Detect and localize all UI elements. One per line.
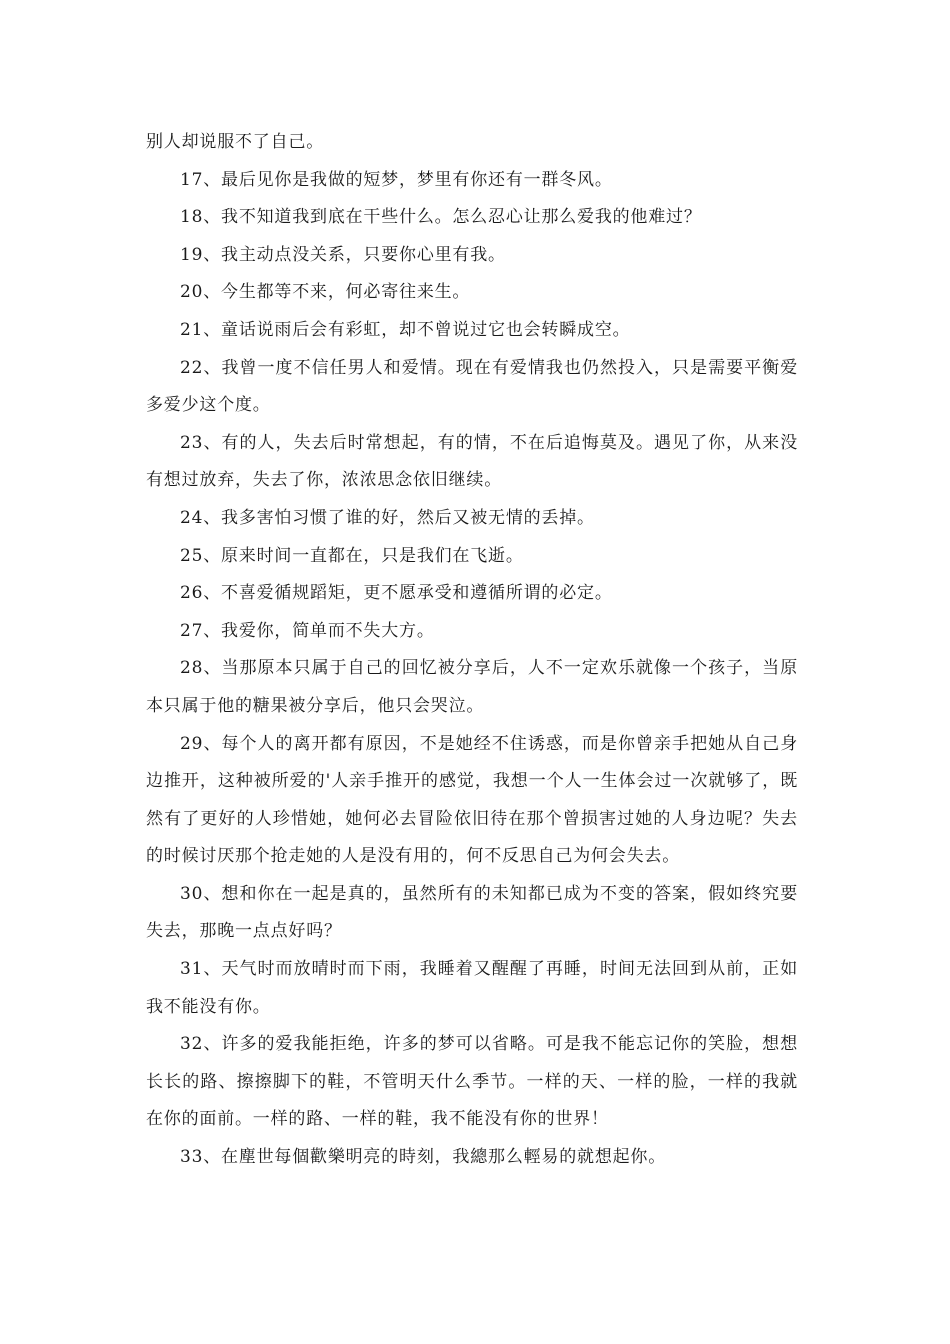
paragraph-32: 32、许多的爱我能拒绝，许多的梦可以省略。可是我不能忘记你的笑脸，想想长长的路、擦擦脚下的鞋，不管明天什么季节。一样的天、一样的脸，一样的我就在你的面前。一样的路、一样的鞋，我不能没有你的世界！	[146, 1034, 798, 1130]
paragraph-17: 17、最后见你是我做的短梦，梦里有你还有一群冬风。	[180, 169, 613, 190]
paragraph-22: 22、我曾一度不信任男人和爱情。现在有爱情我也仍然投入，只是需要平衡爱多爱少这个度。	[146, 357, 798, 416]
paragraph-31: 31、天气时而放晴时而下雨，我睡着又醒醒了再睡，时间无法回到从前，正如我不能没有你。	[146, 959, 798, 1017]
paragraph-continuation: 别人却说服不了自己。	[146, 132, 324, 152]
paragraph-21: 21、童话说雨后会有彩虹，却不曾说过它也会转瞬成空。	[180, 319, 631, 340]
paragraph-27: 27、我爱你，简单而不失大方。	[180, 620, 435, 641]
paragraph-33: 33、在塵世每個歡樂明亮的時刻，我總那么輕易的就想起你。	[180, 1147, 667, 1168]
paragraph-19: 19、我主动点没关系，只要你心里有我。	[180, 244, 506, 265]
paragraph-30: 30、想和你在一起是真的，虽然所有的未知都已成为不变的答案，假如终究要失去，那晚一点点好吗？	[146, 883, 798, 942]
paragraph-24: 24、我多害怕习惯了谁的好，然后又被无情的丢掉。	[180, 507, 595, 528]
paragraph-26: 26、不喜爱循规蹈矩，更不愿承受和遵循所谓的必定。	[180, 583, 613, 604]
paragraph-28: 28、当那原本只属于自己的回忆被分享后，人不一定欢乐就像一个孩子，当原本只属于他的糖果被分享后，他只会哭泣。	[146, 658, 798, 716]
paragraph-23: 23、有的人，失去后时常想起，有的情，不在后追悔莫及。遇见了你，从来没有想过放弃，失去了你，浓浓思念依旧继续。	[146, 432, 798, 491]
paragraph-20: 20、今生都等不来，何必寄往来生。	[180, 282, 471, 303]
paragraph-25: 25、原来时间一直都在，只是我们在飞逝。	[180, 545, 524, 566]
document-body	[146, 124, 798, 1177]
paragraph-29: 29、每个人的离开都有原因，不是她经不住诱惑，而是你曾亲手把她从自己身边推开，这种被所爱的'人亲手推开的感觉，我想一个人一生体会过一次就够了，既然有了更好的人珍惜她，她何必去冒险依旧待在那个曾损害过她的人身边呢？失去的时候讨厌那个抢走她的人是没有用的，何不反思自己为何会失去。	[146, 733, 798, 867]
paragraph-18: 18、我不知道我到底在干些什么。怎么忍心让那么爱我的他难过？	[180, 207, 702, 228]
